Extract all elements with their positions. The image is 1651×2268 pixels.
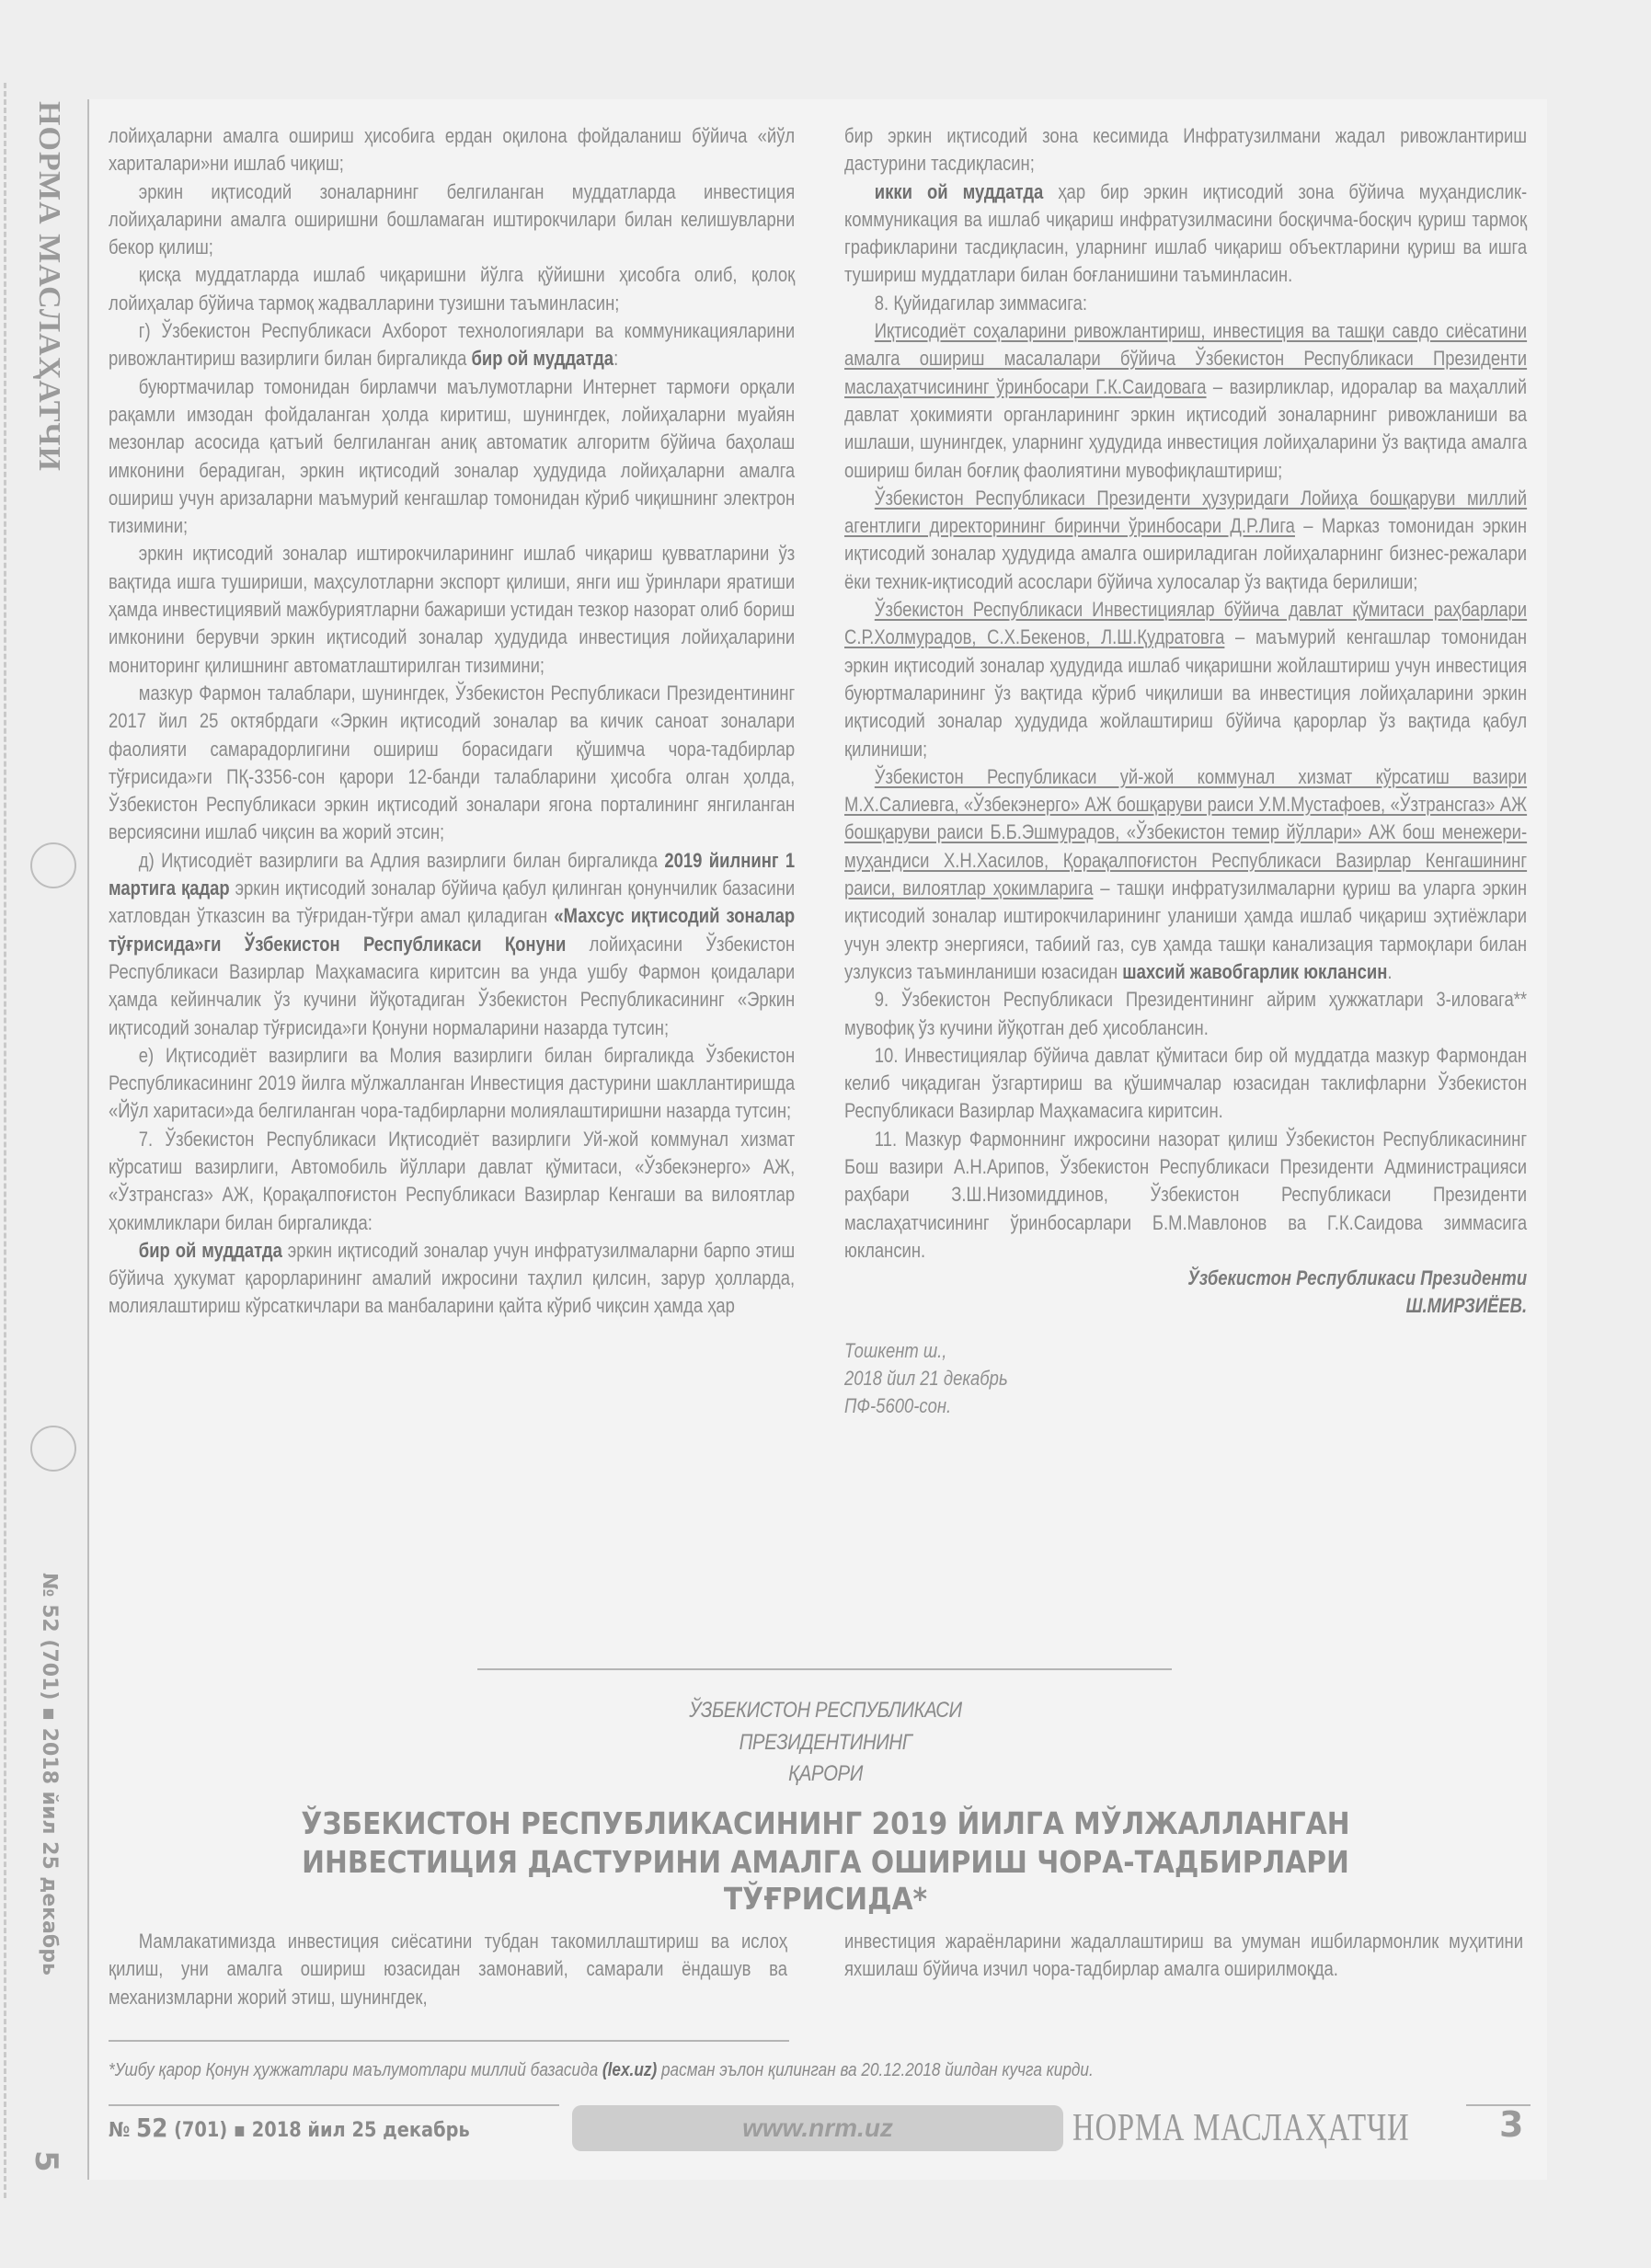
signature-name: Ш.МИРЗИЁЕВ.: [1405, 1294, 1528, 1318]
text-run: :: [613, 347, 619, 371]
paragraph: [109, 373, 795, 541]
website-link[interactable]: www.nrm.uz: [572, 2105, 1063, 2151]
paragraph: [844, 1126, 1527, 1265]
place-date: 2018 йил 21 декабрь: [844, 1367, 1008, 1391]
right-text-column: [844, 122, 1527, 1421]
paragraph: [844, 290, 1527, 317]
underlined-text: Ўзбекистон Республикаси уй-жой коммунал хизмат кўрсатиш вазири М.Х.Салиевга, «Ўзбекэнерго» АЖ бошқаруви раиси У.М.Мустафоев, «Ўзтрансгаз» АЖ бошқаруви раиси Б.Б.Эшмурадов, «Ўзбекистон темир йўллари» АЖ бош менежери-муҳандиси Х.Н.Хасилов, Қорақалпоғистон Республикаси Вазирлар Кенгашининг раиси, вилоятлар ҳокимларига: [844, 764, 1528, 900]
footnote-text-end: расман эълон қилинган ва 20.12.2018 йилдан кучга кирди.: [657, 2060, 1094, 2080]
footnote-source-link[interactable]: (lex.uz): [602, 2060, 658, 2080]
text-run: мазкур Фармон талаблари, шунингдек, Ўзбекистон Республикаси Президентининг 2017 йил 25 октябрдаги «Эркин иқтисодий зоналар ва кичик саноат зоналари фаолияти самарадорлигини ошириш борасидаги қўшимча чора-тадбирлар тўғрисида»ги ПҚ-3356-сон қарори 12-банди талабларини ҳисобга олган ҳолда, Ўзбекистон Республикаси эркин иқтисодий зоналари ягона порталининг янгиланган версиясини ишлаб чиқсин ва жорий этсин;: [109, 681, 796, 844]
place-city: Тошкент ш.,: [844, 1338, 947, 1362]
paragraph: [109, 1126, 795, 1237]
decree-issuer-line-2: ПРЕЗИДЕНТИНИНГ: [739, 1730, 912, 1755]
paragraph: [844, 485, 1527, 596]
paragraph: [109, 317, 795, 373]
binder-hole: [30, 842, 76, 888]
text-run: эркин иқтисодий зоналар иштирокчиларининг ишлаб чиқариш қувватларини ўз вақтида ишга тушириши, маҳсулотларни экспорт қилиши, янги иш ўринлари яратиши ҳамда инвестициявий мажбуриятларни бажариши устидан тезкор назорат олиб бориш имконини берувчи эркин иқтисодий зоналар ҳудудида инвестиция лойиҳаларини мониторинг қилишнинг автоматлаштирилган тизимини;: [109, 542, 796, 677]
decree-issuer-line-1: ЎЗБЕКИСТОН РЕСПУБЛИКАСИ: [689, 1698, 962, 1723]
text-run: буюртмачилар томонидан бирламчи маълумотларни Интернет тармоғи орқали рақамли имзодан фойдаланган ҳолда киритиш, шунингдек, лойиҳаларни муайян мезонлар асосида қатъий белгиланган аниқ автоматик алгоритм бўйича баҳолаш имконини берадиган, эркин иқтисодий зоналар ҳудудида лойиҳаларни амалга ошириш учун аризаларни маъмурий кенгашлар томонидан кўриб чиқишнинг электрон тизимини;: [109, 374, 796, 538]
paragraph: [109, 680, 795, 847]
text-run: 7. Ўзбекистон Республикаси Иқтисодиёт вазирлиги Уй-жой коммунал хизмат кўрсатиш вазирлиги, Автомобиль йўллари давлат қўмитаси, «Ўзбекэнерго» АЖ, «Ўзтрансгаз» АЖ, Қорақалпоғистон Республикаси Вазирлар Кенгаши ва вилоятлар ҳокимликлари билан биргаликда:: [109, 1127, 796, 1234]
paragraph: [109, 261, 795, 317]
text-run: е) Иқтисодиёт вазирлиги ва Молия вазирлиги билан биргаликда Ўзбекистон Республикасининг 2019 йилга мўлжалланган Инвестиция дастурини шакллантиришда «Йўл харитаси»да белгиланган чора-тадбирларни молиялаштиришни назарда тутсин;: [109, 1043, 796, 1123]
text-run: 11. Мазкур Фармоннинг ижросини назорат қилиш Ўзбекистон Республикасининг Бош вазири А.Н.Арипов, Ўзбекистон Республикаси Президенти Администрацияси раҳбари З.Ш.Низомиддинов, Ўзбекистон Республикаси Президенти маслаҳатчисининг ўринбосарлари Б.М.Мавлонов ва Г.К.Саидова зиммасига юклансин.: [844, 1127, 1528, 1262]
margin-title: НОРМА МАСЛАҲАТЧИ: [32, 101, 66, 472]
text-run: бир эркин иқтисодий зона кесимида Инфратузилмани жадал ривожлантириш дастурини тасдиқласин;: [844, 124, 1528, 176]
signature-position: Ўзбекистон Республикаси Президенти: [1187, 1266, 1528, 1290]
paragraph: [109, 178, 795, 262]
text-run: эркин иқтисодий зоналар учун инфратузилмаларни барпо этиш бўйича ҳукумат қарорларининг амалий ижросини таҳлил қилсин, зарур ҳолларда, молиялаштириш кўрсаткичлари ва манбаларини қайта кўриб чиқсин ҳамда ҳар: [109, 1238, 796, 1318]
issue-date: (701) ▪ 2018 йил 25 декабрь: [174, 2119, 470, 2142]
footnote-text: *Ушбу қарор Қонун ҳужжатлари маълумотлари миллий базасида: [109, 2060, 602, 2080]
bold-text: бир ой муддатда: [471, 347, 614, 371]
decree-issuer-line-3: ҚАРОРИ: [788, 1761, 863, 1786]
perforation-line: [4, 83, 6, 2198]
text-run: лойиҳасини Ўзбекистон Республикаси Вазирлар Маҳкамасига киритсин ва унда ушбу Фармон қоидалари ҳамда кейинчалик ўз кучини йўқотадиган Ўзбекистон Республикасининг «Эркин иқтисодий зоналар тўғрисида»ги Қонуни нормаларини назарда тутсин;: [109, 932, 796, 1039]
decree-title-line-2: ИНВЕСТИЦИЯ ДАСТУРИНИ АМАЛГА ОШИРИШ ЧОРА-ТАДБИРЛАРИ: [302, 1844, 1349, 1880]
bold-text: «Махсус иқтисодий зоналар тўғрисида»ги Ўзбекистон Республикаси Қонуни: [109, 904, 796, 956]
paragraph: [844, 763, 1527, 986]
paragraph: [109, 1237, 795, 1321]
margin-issue: № 52 (701) ▪ 2018 йил 25 декабрь: [38, 1573, 61, 1976]
text-run: – вазирликлар, идоралар ва маҳаллий давлат ҳокимияти органларининг эркин иқтисодий зоналарнинг ривожланиши ва ишлаши, шунингдек, уларнинг ҳудудида инвестиция лойиҳаларини ўз вақтида амалга ошириш билан боғлиқ фаолиятини мувофиқлаштириш;: [844, 374, 1528, 482]
decree-title-line-3: ТЎҒРИСИДА*: [723, 1881, 928, 1917]
text-run: 9. Ўзбекистон Республикаси Президентининг айрим ҳужжатлари 3-иловага** мувофиқ ўз кучини йўқотган деб ҳисоблансин.: [844, 988, 1528, 1039]
paragraph: [844, 596, 1527, 763]
text-run: .: [1387, 959, 1393, 983]
bold-text: 2019 йилнинг 1 мартига қадар: [109, 848, 796, 900]
bold-text: икки ой муддатда: [874, 179, 1044, 203]
paragraph: [844, 178, 1527, 290]
margin-page-number: 5: [28, 2150, 64, 2172]
decree-title-line-1: ЎЗБЕКИСТОН РЕСПУБЛИКАСИНИНГ 2019 ЙИЛГА МЎЛЖАЛЛАНГАН: [301, 1805, 1350, 1841]
text-run: г) Ўзбекистон Республикаси Ахборот технологиялари ва коммуникацияларини ривожлантириш вазирлиги билан биргаликда: [109, 319, 796, 371]
text-run: 8. Қуйидагилар зиммасига:: [874, 291, 1088, 315]
paragraph: [844, 317, 1527, 485]
text-run: эркин иқтисодий зоналар бўйича қабул қилинган қонунчилик базасини хатловдан ўтказсин ва тўғридан-тўғри амал қиладиган: [109, 876, 796, 928]
text-run: 10. Инвестициялар бўйича давлат қўмитаси бир ой муддатда мазкур Фармондан келиб чиқадиган ўзгартириш ва қўшимчалар юзасидан таклифларни Ўзбекистон Республикаси Вазирлар Маҳкамасига киритсин.: [844, 1043, 1528, 1123]
section-divider: [477, 1668, 1172, 1670]
footnote-divider: [109, 2040, 789, 2042]
text-run: қисқа муддатларда ишлаб чиқаришни йўлга қўйишни ҳисобга олиб, қолоқ лойиҳалар бўйича тармоқ жадвалларини тузишни таъминласин;: [109, 263, 796, 315]
bold-text: шахсий жавобгарлик юклансин: [1122, 959, 1388, 983]
paragraph: [844, 1042, 1527, 1126]
left-text-column: [109, 122, 795, 1321]
underlined-text: Ўзбекистон Республикаси Президенти ҳузуридаги Лойиҳа бошқаруви миллий агентлиги директорининг биринчи ўринбосари Д.Р.Лига: [844, 486, 1528, 538]
paragraph: [109, 122, 795, 178]
footer-issue: [109, 2113, 470, 2143]
text-run: ҳар бир эркин иқтисодий зона бўйича муҳандислик-коммуникация ва ишлаб чиқариш инфратузилмасини босқичма-босқич қуриш тармоқ графикларини тасдиқласин, уларнинг ишлаб чиқариш объектларини қуриш ва ишга тушириш муддатлари билан боғланишини таъминласин.: [844, 179, 1528, 287]
issue-prefix: №: [109, 2119, 131, 2142]
underlined-text: Ўзбекистон Республикаси Инвестициялар бўйича давлат қўмитаси раҳбарлари С.Р.Холмурадов, С.Х.Бекенов, Л.Ш.Қудратовга: [844, 598, 1528, 649]
paragraph: [109, 847, 795, 1042]
text-run: д) Иқтисодиёт вазирлиги ва Адлия вазирлиги билан биргаликда: [138, 848, 665, 872]
issue-number: 52: [136, 2113, 168, 2143]
paragraph: [109, 540, 795, 679]
publication-brand: НОРМА МАСЛАҲАТЧИ: [1072, 2107, 1410, 2149]
text-run: эркин иқтисодий зоналарнинг белгиланган муддатларда инвестиция лойиҳаларини амалга оширишни бошламаган иштирокчилари билан келишувларни бекор қилиш;: [109, 179, 796, 259]
decree-intro-left: Мамлакатимизда инвестиция сиёсатини тубдан такомиллаштириш ва ислоҳ қилиш, уни амалга ошириш юзасидан замонавий, самарали ёндашув ва механизмларни жорий этиш, шунингдек,: [109, 1930, 788, 2009]
paragraph: [844, 122, 1527, 178]
footnote: [109, 2060, 1094, 2081]
document-number: ПФ-5600-сон.: [844, 1394, 952, 1418]
underlined-text: Иқтисодиёт соҳаларини ривожлантириш, инвестиция ва ташқи савдо сиёсатини амалга ошириш масалалари бўйича Ўзбекистон Республикаси Президенти маслаҳатчисининг ўринбосари Г.К.Саидовага: [844, 319, 1528, 398]
page-number: 3: [1499, 2104, 1524, 2145]
decree-intro-right: инвестиция жараёнларини жадаллаштириш ва умуман ишбилармонлик муҳитини яхшилаш бўйича изчил чора-тадбирлар амалга оширилмоқда.: [844, 1930, 1523, 1981]
bold-text: бир ой муддатда: [138, 1238, 282, 1262]
text-run: – маъмурий кенгашлар томонидан эркин иқтисодий зоналар ҳудудида ишлаб чиқаришни жойлаштириш учун инвестиция буюртмаларининг ўз вақтида кўриб чиқилиши ва инвестиция лойиҳаларини эркин иқтисодий зоналар ҳудудида жойлаштириш бўйича қарорлар ўз вақтида қабул қилиниши;: [844, 625, 1528, 761]
footer-rule: [109, 2104, 559, 2106]
text-run: – Марказ томонидан эркин иқтисодий зоналар ҳудудида амалга ошириладиган лойиҳаларнинг бизнес-режалари ёки техник-иқтисодий асослари бўйича хулосалар ўз вақтида берилиши;: [844, 514, 1528, 593]
paragraph: [844, 986, 1527, 1042]
paragraph: [109, 1042, 795, 1126]
text-run: – ташқи инфратузилмаларни қуриш ва уларга эркин иқтисодий зоналар иштирокчиларининг уланиши ҳамда ишлаб чиқариш эҳтиёжлари учун электр энергияси, табиий газ, сув ҳамда ташқи канализация тармоқлари билан узлуксиз таъминланиши юзасидан: [844, 876, 1528, 983]
binder-hole: [30, 1426, 76, 1472]
text-run: лойиҳаларни амалга ошириш ҳисобига ердан оқилона фойдаланиш бўйича «йўл хариталари»ни ишлаб чиқиш;: [109, 124, 796, 176]
